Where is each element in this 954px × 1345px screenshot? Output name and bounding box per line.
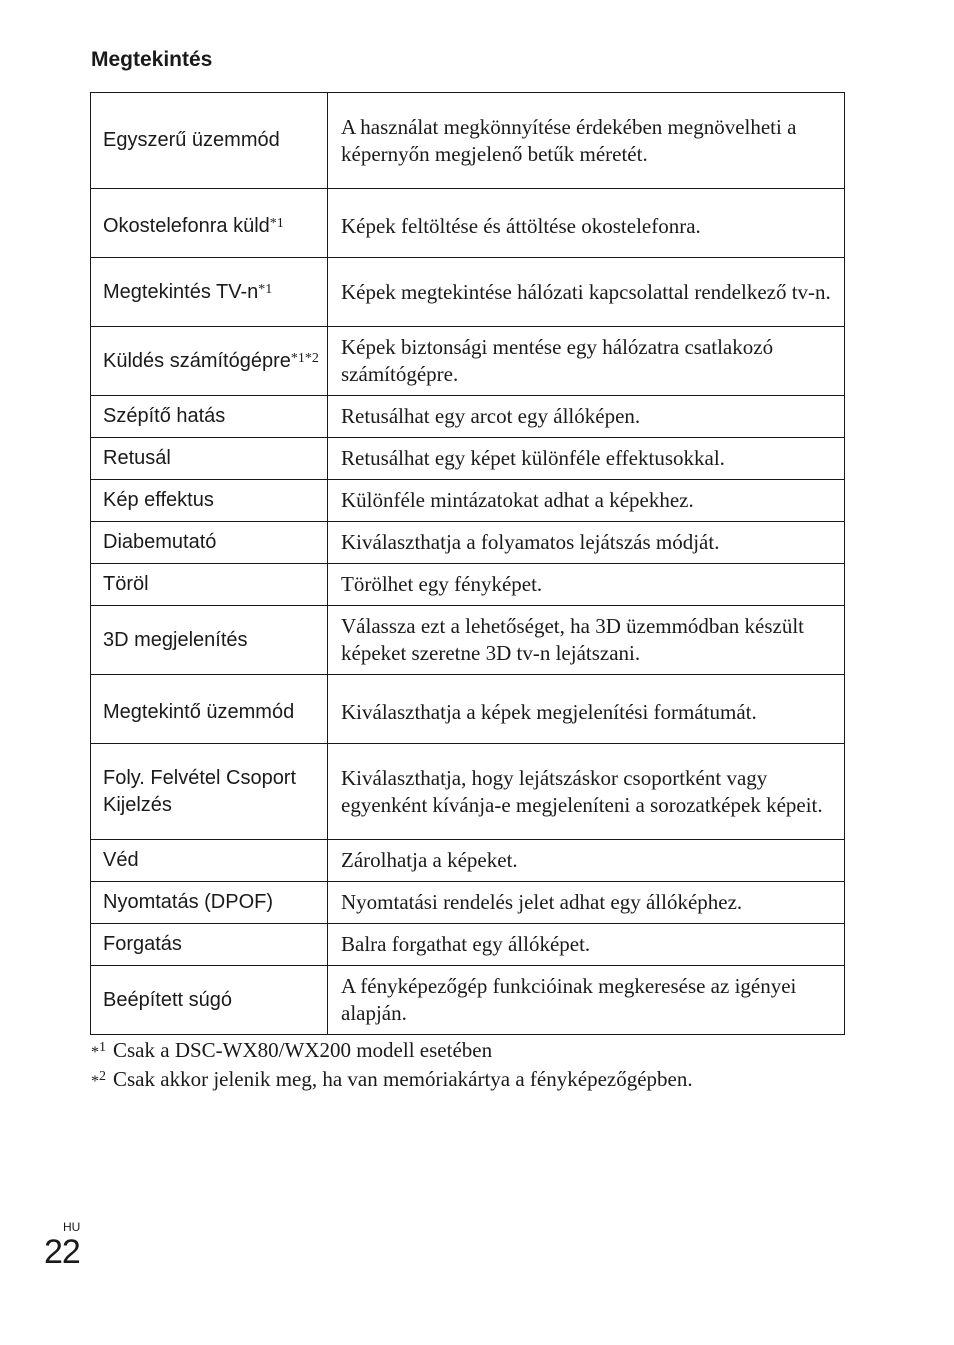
footnote-ref: *1*2: [290, 350, 319, 366]
table-row: [91, 744, 845, 840]
setting-name: Okostelefonra küld$^{*1}$: [91, 189, 328, 258]
setting-name: Megtekintő üzemmód: [91, 675, 328, 744]
table-row: [91, 258, 845, 327]
setting-name: Töröl: [91, 564, 328, 606]
table-row: [91, 564, 845, 606]
footnote-marker: *$^1$: [91, 1040, 106, 1061]
table-row: [91, 522, 845, 564]
setting-name: Retusál: [91, 438, 328, 480]
setting-name: Diabemutató: [91, 522, 328, 564]
setting-description: Kiválaszthatja, hogy lejátszáskor csoportként vagy egyenként kívánja-e megjeleníteni a sorozatképek képeit.: [328, 744, 845, 840]
setting-description: Képek megtekintése hálózati kapcsolattal rendelkező tv-n.: [328, 258, 845, 327]
setting-name: Véd: [91, 840, 328, 882]
setting-description: Kiválaszthatja a képek megjelenítési formátumát.: [328, 675, 845, 744]
table-row: [91, 924, 845, 966]
table-row: [91, 675, 845, 744]
setting-description: Nyomtatási rendelés jelet adhat egy állóképhez.: [328, 882, 845, 924]
footnote-marker: *$^2$: [91, 1069, 106, 1090]
table-row: [91, 189, 845, 258]
setting-description: Balra forgathat egy állóképet.: [328, 924, 845, 966]
table-row: [91, 606, 845, 675]
setting-name: Küldés számítógépre$^{*1*2}$: [91, 327, 328, 396]
setting-description: Retusálhat egy képet különféle effektusokkal.: [328, 438, 845, 480]
table-row: [91, 882, 845, 924]
setting-name: Megtekintés TV-n$^{*1}$: [91, 258, 328, 327]
table-row: [91, 966, 845, 1035]
setting-name: Beépített súgó: [91, 966, 328, 1035]
table-row: [91, 438, 845, 480]
setting-name: Szépítő hatás: [91, 396, 328, 438]
setting-name: Nyomtatás (DPOF): [91, 882, 328, 924]
language-code: HU: [63, 1220, 81, 1234]
section-title: Megtekintés: [91, 48, 213, 71]
setting-description: Zárolhatja a képeket.: [328, 840, 845, 882]
setting-name: Egyszerű üzemmód: [91, 93, 328, 189]
footnote-text: Csak akkor jelenik meg, ha van memóriakártya a fényképezőgépben.: [113, 1067, 693, 1091]
setting-name: Kép effektus: [91, 480, 328, 522]
page-number: 22: [44, 1233, 80, 1271]
footnotes: [91, 1037, 693, 1095]
settings-table: [90, 92, 845, 1035]
table-row: [91, 396, 845, 438]
table-row: [91, 840, 845, 882]
footnote-text: Csak a DSC-WX80/WX200 modell esetében: [113, 1038, 493, 1062]
footnote: [91, 1037, 693, 1066]
setting-name: Foly. Felvétel Csoport Kijelzés: [91, 744, 328, 840]
table-row: [91, 327, 845, 396]
footnote-ref: *1: [269, 215, 284, 231]
setting-description: Törölhet egy fényképet.: [328, 564, 845, 606]
setting-name: Forgatás: [91, 924, 328, 966]
setting-description: Képek feltöltése és áttöltése okostelefonra.: [328, 189, 845, 258]
table-row: [91, 480, 845, 522]
setting-description: Képek biztonsági mentése egy hálózatra csatlakozó számítógépre.: [328, 327, 845, 396]
setting-description: A használat megkönnyítése érdekében megnövelheti a képernyőn megjelenő betűk méretét.: [328, 93, 845, 189]
footnote-ref: *1: [258, 281, 273, 297]
setting-description: Válassza ezt a lehetőséget, ha 3D üzemmódban készült képeket szeretne 3D tv-n lejátszani.: [328, 606, 845, 675]
setting-description: Kiválaszthatja a folyamatos lejátszás módját.: [328, 522, 845, 564]
footnote: [91, 1066, 693, 1095]
table-row: [91, 93, 845, 189]
setting-description: Retusálhat egy arcot egy állóképen.: [328, 396, 845, 438]
setting-description: A fényképezőgép funkcióinak megkeresése az igényei alapján.: [328, 966, 845, 1035]
setting-description: Különféle mintázatokat adhat a képekhez.: [328, 480, 845, 522]
setting-name: 3D megjelenítés: [91, 606, 328, 675]
